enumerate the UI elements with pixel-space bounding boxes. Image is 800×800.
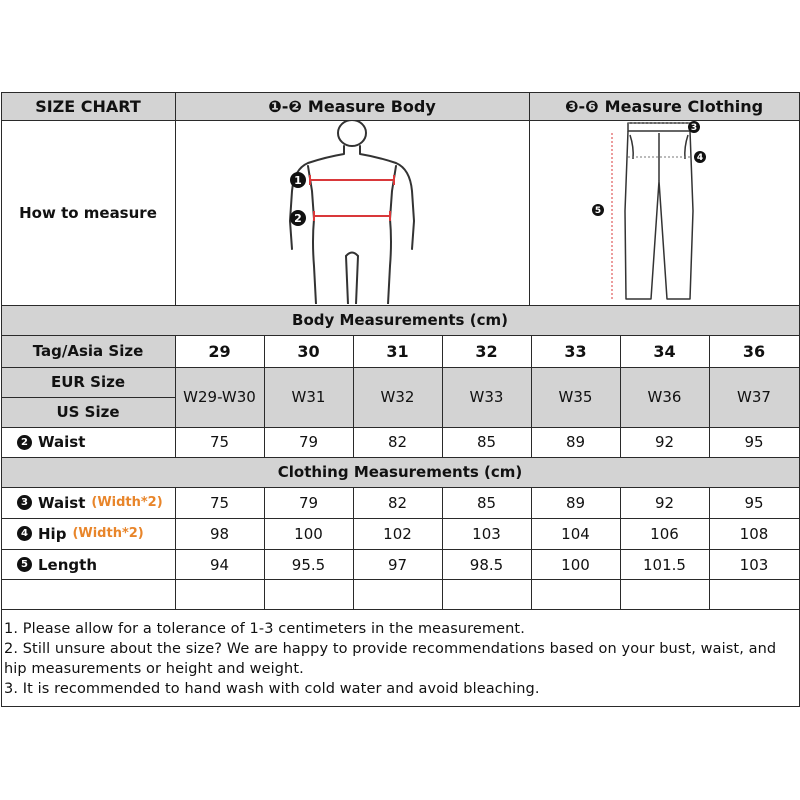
clothing-measure-cell: 101.5: [643, 555, 686, 574]
eur-us-size-cell: W31: [291, 388, 326, 406]
clothing-measure-cell: 92: [654, 493, 675, 512]
grid-line: [1, 92, 2, 707]
clothing-measure-cell: 79: [298, 493, 319, 512]
clothing-measure-cell: 100: [294, 524, 323, 543]
body-waist-cell: 75: [209, 433, 230, 451]
tag-size-cell: 36: [742, 341, 766, 361]
body-section-numbers: ❶-❷: [268, 96, 302, 116]
grid-line: [175, 92, 176, 305]
us-size-label: US Size: [56, 403, 120, 421]
clothing-row-marker: 5: [17, 557, 32, 572]
body-marker-1-text: 1: [294, 174, 302, 187]
grid-line: [353, 487, 354, 609]
grid-line: [353, 335, 354, 427]
body-waist-cell: 92: [654, 433, 675, 451]
eur-us-size-cell: W32: [380, 388, 415, 406]
eur-us-size-cell: W36: [647, 388, 682, 406]
clothing-row-label: [1, 487, 175, 518]
clothing-row-label: [1, 518, 175, 549]
clothing-measure-cell: 82: [387, 493, 408, 512]
body-section-label: Measure Body: [307, 96, 436, 116]
body-waist-cell: 82: [387, 433, 408, 451]
body-waist-label: [1, 427, 175, 457]
eur-size-label: EUR Size: [50, 373, 126, 391]
grid-line: [1, 609, 799, 610]
body-waist-cell: 95: [744, 433, 764, 451]
clothing-marker-3-text: 3: [690, 123, 698, 133]
grid-line: [442, 427, 443, 457]
grid-line: [1, 457, 799, 458]
tag-size-cell: 33: [564, 341, 587, 361]
grid-line: [529, 92, 530, 305]
grid-line: [531, 335, 532, 427]
grid-line: [175, 427, 176, 457]
grid-line: [1, 487, 799, 488]
clothing-measure-cell: 95.5: [291, 555, 326, 574]
clothing-row-marker: 3: [17, 495, 32, 510]
grid-line: [442, 335, 443, 427]
grid-line: [709, 427, 710, 457]
grid-line: [442, 487, 443, 609]
body-marker-2-text: 2: [294, 212, 302, 225]
grid-line: [264, 335, 265, 427]
eur-us-size-cell: W37: [737, 388, 771, 406]
clothing-marker-5-text: 5: [594, 206, 602, 216]
clothing-section-label: Measure Clothing: [604, 96, 764, 116]
eur-us-size-cell: W33: [469, 388, 504, 406]
clothing-measure-cell: 106: [650, 524, 679, 543]
grid-line: [531, 487, 532, 609]
how-to-measure-label: How to measure: [19, 203, 157, 222]
clothing-row-text: Waist: [38, 493, 86, 512]
grid-line: [1, 579, 799, 580]
clothing-measure-cell: 97: [387, 555, 408, 574]
clothing-measure-cell: 98: [209, 524, 230, 543]
note-2: 2. Still unsure about the size? We are happy to provide recommendations based on your bust, waist, and hip measurements or height and weight.: [4, 641, 777, 677]
clothing-measure-cell: 89: [565, 493, 586, 512]
grid-line: [264, 487, 265, 609]
body-waist-cell: 79: [298, 433, 319, 451]
body-waist-text: Waist: [38, 433, 86, 451]
clothing-row-note: (Width*2): [91, 495, 163, 510]
note-3: 3. It is recommended to hand wash with cold water and avoid bleaching.: [4, 681, 540, 697]
body-waist-cell: 89: [565, 433, 586, 451]
notes-section: [4, 619, 796, 699]
eur-us-size-cell: W35: [558, 388, 593, 406]
clothing-row-note: (Width*2): [72, 526, 144, 541]
clothing-measure-cell: 104: [561, 524, 590, 543]
grid-line: [353, 427, 354, 457]
grid-line: [1, 335, 799, 336]
eur-us-size-cell: W29-W30: [183, 388, 256, 406]
clothing-measure-cell: 95: [744, 493, 764, 512]
measure-clothing-header: [529, 92, 799, 120]
tag-size-cell: 30: [297, 341, 320, 361]
clothing-measure-cell: 94: [209, 555, 230, 574]
body-waist-marker: 2: [17, 435, 32, 450]
clothing-measure-cell: 100: [561, 555, 590, 574]
clothing-measure-cell: 98.5: [469, 555, 504, 574]
grid-line: [620, 335, 621, 427]
grid-line: [1, 92, 799, 93]
measure-body-header: [175, 92, 529, 120]
clothing-row-label: [1, 549, 175, 580]
tag-size-cell: 31: [386, 341, 409, 361]
grid-line: [620, 427, 621, 457]
body-measurements-title: Body Measurements (cm): [292, 311, 508, 329]
clothing-measurements-title: Clothing Measurements (cm): [277, 463, 523, 481]
clothing-section-numbers: ❸-❻: [564, 96, 599, 116]
clothing-measure-cell: 103: [472, 524, 501, 543]
note-1: 1. Please allow for a tolerance of 1-3 centimeters in the measurement.: [4, 621, 525, 637]
grid-line: [709, 487, 710, 609]
clothing-measure-cell: 103: [739, 555, 769, 574]
grid-line: [1, 427, 799, 428]
grid-line: [1, 120, 799, 121]
clothing-row-marker: 4: [17, 526, 32, 541]
grid-line: [1, 518, 799, 519]
grid-line: [709, 335, 710, 427]
clothing-measure-cell: 108: [739, 524, 769, 543]
grid-line: [264, 427, 265, 457]
size-chart-title: SIZE CHART: [35, 96, 141, 116]
tag-size-cell: 32: [475, 341, 498, 361]
grid-line: [1, 706, 799, 707]
clothing-marker-4-text: 4: [696, 153, 704, 163]
clothing-row-text: Hip: [38, 524, 67, 543]
clothing-measure-cell: 75: [209, 493, 230, 512]
tag-size-cell: 34: [653, 341, 676, 361]
clothing-measure-cell: 102: [383, 524, 412, 543]
clothing-row-text: Length: [38, 555, 97, 574]
grid-line: [1, 397, 175, 398]
grid-line: [1, 305, 799, 306]
pants-diagram: [530, 121, 798, 304]
grid-line: [531, 427, 532, 457]
tag-size-label: Tag/Asia Size: [32, 342, 144, 360]
body-waist-cell: 85: [476, 433, 497, 451]
grid-line: [175, 487, 176, 609]
grid-line: [1, 549, 799, 550]
body-figure-diagram: [176, 121, 528, 304]
tag-size-cell: 29: [208, 341, 231, 361]
grid-line: [175, 335, 176, 427]
clothing-measure-cell: 85: [476, 493, 497, 512]
grid-line: [1, 367, 799, 368]
grid-line: [620, 487, 621, 609]
